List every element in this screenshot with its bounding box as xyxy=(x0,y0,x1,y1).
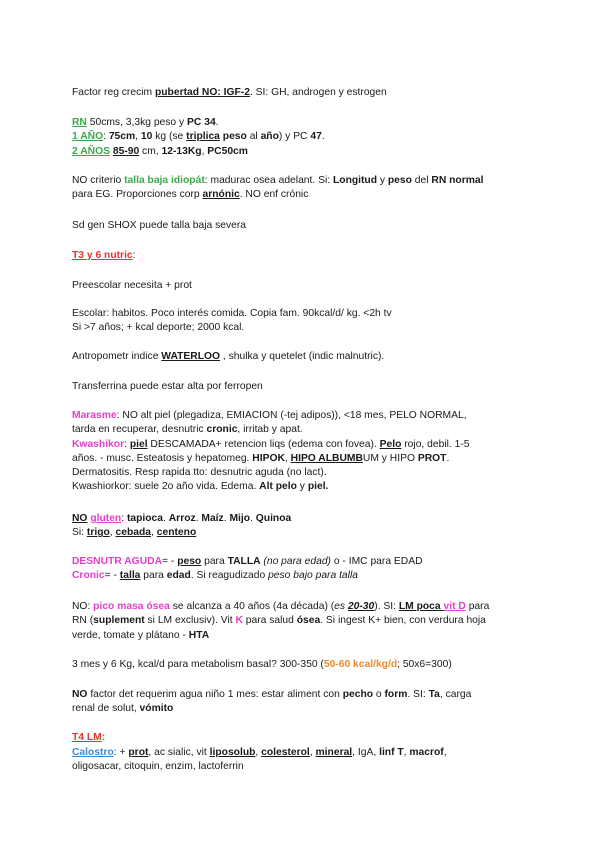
text: NO xyxy=(72,513,88,524)
text: RN ( xyxy=(72,615,94,627)
text: PC50cm xyxy=(207,145,248,157)
text: , xyxy=(201,145,208,157)
paragraph-water-requirement xyxy=(72,688,542,717)
text: pico masa ósea xyxy=(93,601,170,612)
text: Transferrina puede estar alta por ferropen xyxy=(72,381,263,392)
paragraph-bone-mass xyxy=(72,600,542,643)
text: . NO enf crónic xyxy=(239,189,309,201)
text: , IgA, xyxy=(352,747,380,758)
text: . xyxy=(446,452,450,464)
text: cebada xyxy=(115,527,152,539)
text: o xyxy=(373,689,385,700)
text: pubertad NO: IGF-2 xyxy=(154,87,250,98)
text: NO: xyxy=(72,601,94,612)
text: renal de solut, xyxy=(72,703,140,715)
text: piel xyxy=(129,438,148,450)
text: NO criterio xyxy=(72,175,125,186)
label-calostro: Calostro xyxy=(72,747,114,758)
text: UM y HIPO xyxy=(362,452,418,464)
text: años. - musc. Esteatosis y hepatomeg. xyxy=(72,452,253,464)
paragraph-basal-metabolism xyxy=(72,658,542,672)
text: = - xyxy=(104,570,120,582)
paragraph-shox xyxy=(72,219,542,233)
text: , ac sialic, vit xyxy=(148,747,210,758)
label-marasme: Marasme xyxy=(72,410,117,421)
text: si LM exclusiv). Vit xyxy=(144,615,236,627)
text: . xyxy=(215,117,219,128)
text: . xyxy=(250,513,256,524)
text: T4 LM xyxy=(72,732,102,743)
text: 12-13Kg xyxy=(161,145,202,157)
text: , xyxy=(309,747,316,758)
text: . xyxy=(163,513,169,524)
text: del xyxy=(411,175,432,186)
text: HTA xyxy=(188,629,210,641)
text: ; 50x6=300) xyxy=(397,659,452,670)
text: : + xyxy=(113,747,129,758)
text: peso bajo para talla xyxy=(268,570,358,582)
text: : xyxy=(132,250,136,261)
text: Maíz xyxy=(201,513,224,524)
text: pecho xyxy=(342,689,374,700)
text: vómito xyxy=(139,703,174,715)
label-1-year: 1 AÑO xyxy=(72,131,104,143)
text: . Si reagudizado xyxy=(190,570,269,582)
text: al xyxy=(246,131,261,143)
text: vit D xyxy=(443,601,466,612)
text: 3 mes y 6 Kg, kcal/d para metabolism basal? 300-350 ( xyxy=(72,659,324,670)
text: para xyxy=(465,601,490,612)
text: K xyxy=(235,615,243,627)
text: : xyxy=(101,732,106,743)
text: piel. xyxy=(307,481,329,493)
text: , carga xyxy=(439,689,472,700)
label-chronic: Cronic xyxy=(72,570,105,582)
text: Alt pelo xyxy=(259,481,297,493)
text: . xyxy=(195,513,202,524)
text: triplica xyxy=(186,131,220,143)
text: kg (se xyxy=(152,131,187,143)
text: ósea xyxy=(296,615,321,627)
text: edad xyxy=(166,570,191,582)
text: Dermatositis. Resp rapida tto: desnutric aguda (no lact). xyxy=(72,467,327,479)
text: peso xyxy=(222,131,247,143)
text: , xyxy=(403,747,410,758)
text: Longitud xyxy=(332,175,378,186)
text: año xyxy=(260,131,279,143)
text: Mijo xyxy=(229,513,251,524)
text: suplement xyxy=(93,615,145,627)
paragraph-growth-factors xyxy=(72,86,542,100)
text: PROT xyxy=(417,452,447,464)
text: 10 xyxy=(140,131,153,143)
text: trigo xyxy=(86,527,110,539)
text: Pelo xyxy=(379,438,402,450)
text: talla baja idiopát xyxy=(124,175,205,186)
label-2-years: 2 AÑOS xyxy=(72,145,110,157)
text: Si: xyxy=(72,527,87,539)
text: colesterol xyxy=(261,747,310,758)
text: Ta xyxy=(428,689,440,700)
text: Si >7 años; + kcal deporte; 2000 kcal. xyxy=(72,322,245,334)
text: ) y PC xyxy=(278,131,311,143)
label-kwashikor: Kwashikor xyxy=(72,438,125,450)
text: 75cm xyxy=(108,131,136,143)
text: . SI: xyxy=(407,689,429,700)
text: y xyxy=(296,481,308,493)
text: WATERLOO xyxy=(161,351,221,362)
text: T3 y 6 nutric xyxy=(72,250,133,261)
text: . xyxy=(223,513,230,524)
text: Sd gen SHOX puede talla baja severa xyxy=(72,220,247,231)
text: peso xyxy=(177,556,202,567)
text: centeno xyxy=(156,527,197,539)
text: verde, tomate y plátano - xyxy=(72,629,189,641)
text: peso xyxy=(387,175,412,186)
text: 85-90 xyxy=(112,145,140,157)
text: = - xyxy=(162,556,178,567)
text: (no para edad) xyxy=(260,556,331,567)
paragraph-transferrin xyxy=(72,380,542,394)
text: LM poca xyxy=(398,601,444,612)
text: prot xyxy=(128,747,149,758)
text: RN normal xyxy=(431,175,484,186)
text: mineral xyxy=(315,747,353,758)
text: , xyxy=(151,527,157,539)
text: Kwashiorkor: suele 2o año vida. Edema. xyxy=(72,481,260,493)
paragraph-school xyxy=(72,307,542,336)
text: , xyxy=(284,452,291,464)
text: 50cms, 3,3kg peso y xyxy=(86,117,188,128)
text: , xyxy=(135,131,141,143)
text: HIPOK xyxy=(252,452,285,464)
text: DESCAMADA+ retencion liqs (edema con fovea). xyxy=(147,438,380,450)
text: arnónic xyxy=(202,189,240,201)
paragraph-anthropometry xyxy=(72,350,542,364)
text: Preescolar necesita + prot xyxy=(72,280,192,291)
text: : xyxy=(124,438,130,450)
text: ). SI: xyxy=(374,601,399,612)
text: , xyxy=(443,747,447,758)
text: 50-60 kcal/kg/d xyxy=(323,659,398,670)
text: Arroz xyxy=(168,513,196,524)
text: . SI: GH, androgen y estrogen xyxy=(249,87,387,98)
section-heading-t3 xyxy=(72,249,542,263)
text: Factor reg crecim xyxy=(72,87,155,98)
paragraph-colostrum xyxy=(72,746,542,775)
text: NO xyxy=(72,689,88,700)
text: HIPO ALBUMB xyxy=(290,452,363,464)
text: factor det requerim agua niño 1 mes: estar aliment con xyxy=(87,689,343,700)
text: PC 34 xyxy=(187,117,216,128)
text: para xyxy=(201,556,228,567)
text: es xyxy=(334,601,348,612)
text: TALLA xyxy=(227,556,261,567)
text: y xyxy=(377,175,388,186)
text: . Si ingest K+ bien, con verdura hoja xyxy=(320,615,486,627)
text: 20-30 xyxy=(347,601,375,612)
text: 47 xyxy=(310,131,322,143)
text: : xyxy=(103,131,109,143)
text: para xyxy=(140,570,167,582)
text: : NO alt piel (plegadiza, EMIACION (-tej adipos)), <18 mes, PELO NORMAL, xyxy=(116,410,467,421)
text: tarda en recuperar, desnutric xyxy=(72,424,207,436)
section-heading-t4 xyxy=(72,731,542,745)
text: , irritab y apat. xyxy=(237,424,303,436)
text: Quinoa xyxy=(255,513,292,524)
text: talla xyxy=(119,570,141,582)
text: para EG. Proporciones corp xyxy=(72,189,203,201)
text: tapioca xyxy=(126,513,164,524)
text: . xyxy=(321,131,325,143)
text: rojo, debil. 1-5 xyxy=(401,438,470,450)
paragraph-gluten xyxy=(72,512,542,541)
text: liposolub xyxy=(209,747,256,758)
paragraph-growth-milestones xyxy=(72,116,542,159)
text: o - IMC para EDAD xyxy=(330,556,423,567)
text: se alcanza a 40 años (4a década) ( xyxy=(169,601,335,612)
label-acute-malnutrition: DESNUTR AGUDA xyxy=(72,556,163,567)
text: oligosacar, citoquin, enzim, lactoferrin xyxy=(72,761,244,773)
text: linf T xyxy=(379,747,404,758)
text: macrof xyxy=(409,747,444,758)
text: , xyxy=(255,747,262,758)
text: cronic xyxy=(206,424,238,436)
paragraph-malnutrition-types xyxy=(72,555,542,584)
text: : xyxy=(121,513,127,524)
text: cm, xyxy=(139,145,162,157)
paragraph-preschool xyxy=(72,279,542,293)
text: , xyxy=(109,527,116,539)
label-rn: RN xyxy=(72,117,87,128)
text: , shulka y quetelet (indic malnutric). xyxy=(220,351,385,362)
label-gluten: gluten xyxy=(90,513,122,524)
text: : madurac osea adelant. Si: xyxy=(204,175,333,186)
text: form xyxy=(384,689,408,700)
paragraph-marasmus-kwashiorkor xyxy=(72,409,542,495)
text: para salud xyxy=(242,615,297,627)
text: Escolar: habitos. Poco interés comida. Copia fam. 90kcal/d/ kg. <2h tv xyxy=(72,308,392,319)
paragraph-idiopathic-short-stature xyxy=(72,174,542,203)
text: Antropometr indice xyxy=(72,351,162,362)
